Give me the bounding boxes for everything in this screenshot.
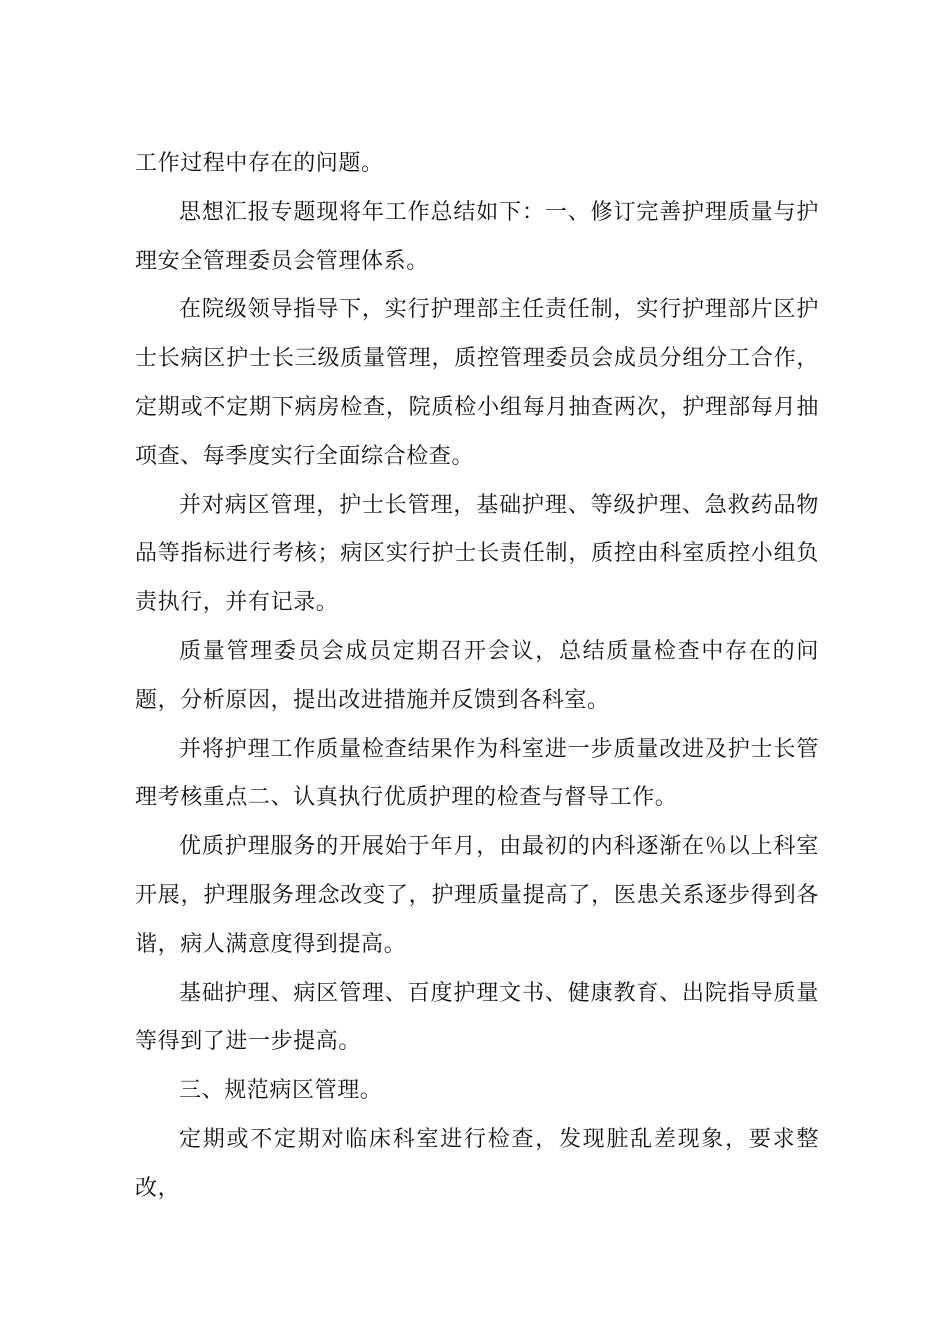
paragraph-quality-meeting: 质量管理委员会成员定期召开会议，总结质量检查中存在的问题，分析原因，提出改进措施并反馈到各科室。 [135,638,819,713]
document-body [135,140,819,1214]
paragraph-management-system: 在院级领导指导下，实行护理部主任责任制，实行护理部片区护士长病区护士长三级质量管理，质控管理委员会成员分组分工合作，定期或不定期下病房检查，院质检小组每月抽查两次，护理部每月抽项查、每季度实行全面综合检查。 [135,297,819,469]
paragraph-basic-care: 基础护理、病区管理、百度护理文书、健康教育、出院指导质量等得到了进一步提高。 [135,980,819,1055]
paragraph-continuation: 工作过程中存在的问题。 [135,151,384,176]
paragraph-quality-results: 并将护理工作质量检查结果作为科室进一步质量改进及护士长管理考核重点二、认真执行优质护理的检查与督导工作。 [135,736,819,811]
paragraph-summary-intro: 思想汇报专题现将年工作总结如下：一、修订完善护理质量与护理安全管理委员会管理体系。 [135,199,819,274]
paragraph-quality-service: 优质护理服务的开展始于年月，由最初的内科逐渐在％以上科室开展，护理服务理念改变了，护理质量提高了，医患关系逐步得到各谐，病人满意度得到提高。 [135,834,819,957]
paragraph-section-three-heading: 三、规范病区管理。 [179,1078,383,1104]
paragraph-assessment: 并对病区管理，护士长管理，基础护理、等级护理、急救药品物品等指标进行考核；病区实行护士长责任制，质控由科室质控小组负责执行，并有记录。 [135,492,819,616]
paragraph-inspection: 定期或不定期对临床科室进行检查，发现脏乱差现象，要求整改， [135,1126,819,1201]
